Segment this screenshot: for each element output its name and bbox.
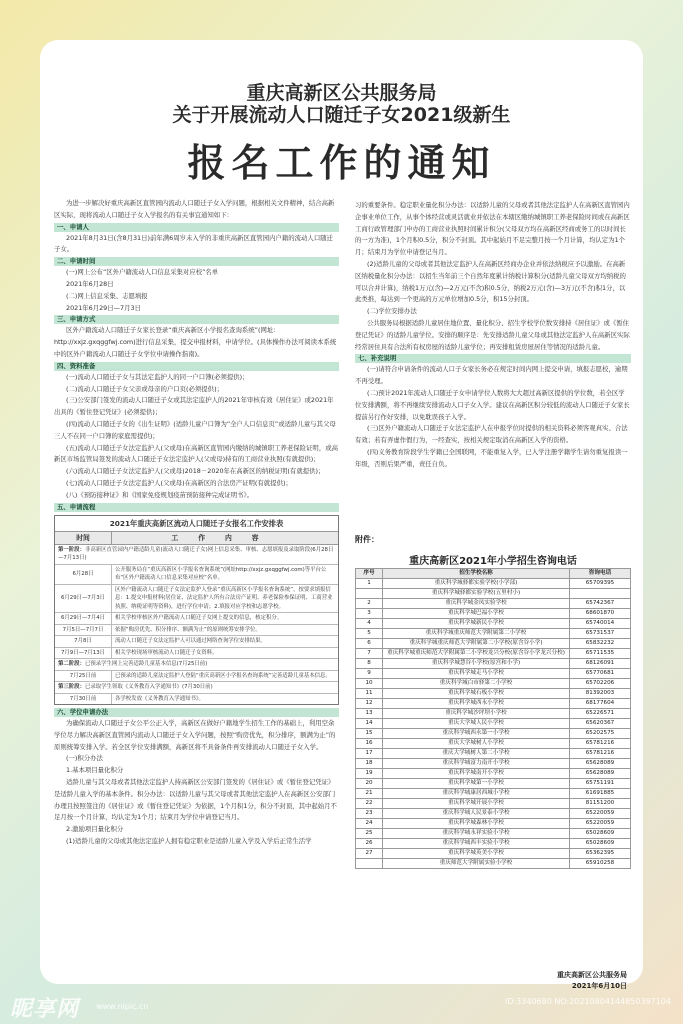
row-number: 6 <box>356 639 383 649</box>
schedule-content: 已预录的适龄儿童法定监护人登陆“重庆高新区小学报名查询系统”完善适龄儿童基本信息。 <box>115 672 331 679</box>
phone-number: 65028609 <box>570 829 631 839</box>
row-number: 4 <box>356 619 383 629</box>
stage-text: 已录取学生领取《义务教育入学通知书》(7月30日前) <box>84 684 213 691</box>
phone-number: 61691885 <box>570 789 631 799</box>
school-name: 重庆科学城驿都实验学校(五里村小) <box>383 589 570 599</box>
row-number: 8 <box>356 659 383 669</box>
schedule-row <box>55 671 338 683</box>
phone-number: 65731537 <box>570 629 631 639</box>
table-row <box>356 599 631 609</box>
schedule-table <box>54 515 339 706</box>
issuer-title: 重庆高新区公共服务局 <box>246 82 437 104</box>
row-number: 18 <box>356 759 383 769</box>
row-number: 21 <box>356 789 383 799</box>
school-name: 重庆科学城西永小学校 <box>383 699 570 709</box>
row-number: 3 <box>356 609 383 619</box>
paragraph: 区外户籍流动人口随迁子女家长登录“重庆高新区小学报名查询系统”(网址：http://xxjz.gxqggfwj.com)进行信息采集，提交申报材料，申请学位。(具体操作办法可阅读本系统中的区外户籍流动人口随迁子女学位申请操作指南)。 <box>54 326 337 358</box>
schedule-content: 依据“购房优先、积分排序、额满为止”的原则统筹安排学位。 <box>115 626 261 633</box>
schedule-row <box>55 636 338 648</box>
schedule-date: 7月9日—7月13日 <box>55 648 112 659</box>
paragraph: (一)积分办法 <box>66 754 103 763</box>
phone-table-title: 重庆高新区2021年小学招生咨询电话 <box>409 556 577 567</box>
row-number: 19 <box>356 769 383 779</box>
phone-table <box>355 568 631 869</box>
paragraph: 2.激励项目量化积分 <box>66 825 124 834</box>
table-row <box>356 719 631 729</box>
school-name: 重庆科学城英美小学校 <box>383 849 570 859</box>
phone-number: 68126091 <box>570 659 631 669</box>
paragraph: (八)《预防接种证》和《国家免疫规划疫苗预防接种完成证明书》。 <box>66 490 254 499</box>
subtitle: 关于开展流动人口随迁子女2021级新生 <box>172 104 511 126</box>
paragraph: 2021年6月29日—7月3日 <box>66 303 141 312</box>
section-heading: 四、资料准备 <box>54 362 339 371</box>
schedule-header <box>55 532 338 545</box>
schedule-row <box>55 613 338 625</box>
table-row <box>356 779 631 789</box>
schedule-date: 7月5日—7月7日 <box>55 625 112 636</box>
schedule-stage-row <box>55 545 338 565</box>
schedule-content: 相关学校审核区外户籍流动人口随迁子女网上提交的信息，核定积分。 <box>115 615 283 622</box>
school-name: 重庆科学城沙坪坝小学校 <box>383 709 570 719</box>
paragraph: (二)学位安排办法 <box>367 307 417 316</box>
stage-label: 第三阶段： <box>58 684 85 691</box>
signature-date: 2021年6月10日 <box>571 982 627 990</box>
paragraph: 为确保流动人口随迁子女公平公正入学，高新区在做好户籍地学生招生工作的基础上，利用空余学位尽力解决高新区直管园内流动人口随迁子女入学问题，按照“购房优先，积分排序，额满为止”的原则统筹安排入学。若全区学位安排满额，高新区将不具备条件再安排流动人口随迁子女入学。 <box>54 719 336 751</box>
row-number: 22 <box>356 799 383 809</box>
table-row <box>356 849 631 859</box>
table-row <box>356 799 631 809</box>
phone-number: 68177604 <box>570 699 631 709</box>
phone-number: 65742367 <box>570 599 631 609</box>
row-number: 1 <box>356 579 383 589</box>
schedule-row <box>55 625 338 637</box>
paragraph: (二)预计2021年流动人口随迁子女申请学位人数将大大超过高新区提供的学位数，若全区学位安排满额，将不再继续安排流动人口子女入学。建议在高新区积分较低的流动人口随迁子女家长提前另行作好安排，以免耽误孩子入学。 <box>355 388 630 421</box>
schedule-date: 7月30日前 <box>55 694 112 705</box>
paragraph: (一)请符合申请条件的流动人口子女家长务必在规定时间内网上提交申请，填报志愿校，逾期不再受理。 <box>355 365 628 386</box>
table-row <box>356 769 631 779</box>
table-row <box>356 589 631 599</box>
table-row <box>356 629 631 639</box>
schedule-content: 各学校发放《义务教育入学通知书》。 <box>115 695 204 702</box>
row-number: 11 <box>356 689 383 699</box>
table-row <box>356 669 631 679</box>
school-name: 重庆科学城石板小学校 <box>383 689 570 699</box>
row-number: 20 <box>356 779 383 789</box>
right-column <box>355 200 631 471</box>
paragraph: 公共服务局根据适龄儿童居住地位置、量化积分、招生学校学位数安排持《居住证》或《暂住登记凭证》的适龄儿童学位。安排的顺序是：先安排适龄儿童父母或其他法定监护人在高新区实际经常居住具有合法所有权房屋的适龄儿童学位；再安排租赁房屋居住等情况的适龄儿童。 <box>355 318 630 351</box>
phone-number: 65832232 <box>570 639 631 649</box>
school-name: 重庆科学城开展小学校 <box>383 799 570 809</box>
paragraph: (1)适龄儿童的父母或其他法定监护人拥有稳定职业是适龄儿童入学及入学后正常生活学 <box>66 837 312 845</box>
phone-table-header <box>356 569 631 579</box>
section-heading: 二、申请时间 <box>54 257 339 266</box>
table-row <box>356 729 631 739</box>
phone-number: 65226571 <box>570 709 631 719</box>
row-number: 27 <box>356 849 383 859</box>
table-row <box>356 699 631 709</box>
paragraph: 1.基本项目量化积分 <box>66 766 124 775</box>
schedule-content: 相关学校现场审核流动人口随迁子女资料。 <box>115 649 218 656</box>
table-row <box>356 649 631 659</box>
header-phone: 咨询电话 <box>570 569 631 579</box>
watermark-url: www.nipic.cn <box>96 1002 149 1011</box>
intro-paragraph: 为进一步解决好重庆高新区直管园内流动人口随迁子女入学问题，根据相关文件精神，结合高新区实际，现将流动人口随迁子女入学报名的有关事宜通知如下： <box>54 199 335 219</box>
header-no: 序号 <box>356 569 383 579</box>
school-name: 重庆科学城西丰实验小学校 <box>383 839 570 849</box>
table-row <box>356 809 631 819</box>
row-number <box>356 589 383 599</box>
row-number: 12 <box>356 699 383 709</box>
schedule-row <box>55 585 338 614</box>
row-number: 15 <box>356 729 383 739</box>
school-name: 重庆大学城人民小学校 <box>383 719 570 729</box>
schedule-date: 6月29日—7月4日 <box>55 613 112 624</box>
school-name: 重庆科学城人民景泰小学校 <box>383 809 570 819</box>
stage-label: 第一阶段： <box>58 546 85 553</box>
school-name: 重庆科学城南开小学校 <box>383 769 570 779</box>
table-row <box>356 859 631 869</box>
school-name: 重庆大学城树人第二小学校 <box>383 749 570 759</box>
phone-number: 65220059 <box>570 819 631 829</box>
phone-number: 65028609 <box>570 839 631 849</box>
school-name: 重庆科学城重庆师范大学附属第二小学校(原含谷小学) <box>383 639 570 649</box>
school-name: 重庆科学城慧谷小学校(原宫和小学) <box>383 659 570 669</box>
schedule-date: 7月8日 <box>55 636 112 647</box>
schedule-content: 流动人口随迁子女法定监护人可以通过网络查询学位安排结果。 <box>115 638 266 645</box>
school-name: 重庆科学城重庆师范大学附属第二小学校龙兴分校(原含谷小学龙兴分校) <box>383 649 570 659</box>
schedule-stage-row <box>55 682 338 694</box>
row-number: 10 <box>356 679 383 689</box>
notice-card <box>40 40 643 990</box>
table-row <box>356 709 631 719</box>
row-number: 26 <box>356 839 383 849</box>
table-row <box>356 749 631 759</box>
row-number: 5 <box>356 629 383 639</box>
phone-number: 65740014 <box>570 619 631 629</box>
paragraph: (四)流动人口随迁子女的《出生证明》(适龄儿童户口簿为“全户人口信息页”或适龄儿童与其父母三人不在同一户口簿的家庭需提供)； <box>54 419 336 440</box>
row-number: 16 <box>356 739 383 749</box>
paragraph: (四)义务教育阶段学生学籍已全国联网，不能重复入学，已入学注册学籍学生请勿重复报读一年级，否则后果严重，责任自负。 <box>355 447 628 468</box>
table-row <box>356 579 631 589</box>
schedule-content: 区外户籍流动人口随迁子女法定监护人登录“重庆高新区小学报名查询系统”，按要求填报信息：1.提交申报材料(居住证、法定监护人所有合法房产证明、养老保险参保证明、工商营业执照、纳税证明等资料)，进行学位申请；2.填报对应学校和志愿学校。 <box>115 586 333 610</box>
row-number: 23 <box>356 809 383 819</box>
watermark-id: ID:3340680 NO:20210804144850397104 <box>504 997 671 1006</box>
phone-number: 65362395 <box>570 849 631 859</box>
paragraph: (一)网上公布“区外户籍流动人口信息采集对应校”名单 <box>66 268 219 277</box>
signature-org: 重庆高新区公共服务局 <box>557 971 627 979</box>
stage-text: 已预录学生网上完善适龄儿童基本信息(7月25日前) <box>84 661 208 668</box>
schedule-content: 公开服务局在“重庆高新区小学报名查询系统”(网址http://xxjz.gxqggfwj.com)等平台公布“区外户籍流动人口信息采集对应校”名单。 <box>115 566 327 582</box>
phone-number: 65628089 <box>570 769 631 779</box>
table-row <box>356 829 631 839</box>
schedule-stage-row <box>55 659 338 671</box>
school-name: 重庆科学城重庆师范大学附属第二小学校 <box>383 629 570 639</box>
school-name: 重庆科学城巴福小学校 <box>383 609 570 619</box>
paragraph: 习的重要条件。稳定职业量化积分办法：以适龄儿童的父母或者其他法定监护人在高新区直管园内企事业单位工作，从事个体经营或灵活就业并依法在本辖区缴纳城镇职工养老保险时间或在高新区工商行政管理部门申办的工商营业执照时间累计积分(父母双方均在高新区经商或务工的以时间长的一方为准)，1个月积0.5分，积分不封顶。其中起始月不足完整月按一个月计算，均认定为1个月；结束月为学位申请登记当月。 <box>355 201 630 257</box>
phone-number: 65910258 <box>570 859 631 869</box>
watermark-logo: 昵享网 <box>10 997 80 1022</box>
schedule-col-content: 工作内容 <box>171 533 279 542</box>
phone-number: 68601870 <box>570 609 631 619</box>
row-number: 25 <box>356 829 383 839</box>
row-number <box>356 859 383 869</box>
stage-text: 非高新区直管园内户籍适龄儿童(流动人口随迁子女)网上信息采集、审核、志愿填报及录取阶段(6月28日—7月13日) <box>58 546 334 562</box>
schedule-caption: 2021年重庆高新区流动人口随迁子女报名工作安排表 <box>55 516 338 532</box>
school-name: 重庆科学城森林小学校 <box>383 819 570 829</box>
section-heading: 五、申请流程 <box>54 503 339 512</box>
paragraph: (五)流动人口随迁子女法定监护人(父或母)在高新区直管园内缴纳的城镇职工养老保险证明，或高新区市场监管局签发的流动人口随迁子女法定监护人(父或母)持有的工商营业执照(有就提供)； <box>54 443 338 464</box>
school-name: 重庆科学城驿都实验学校(小学部) <box>383 579 570 589</box>
paragraph: (2)适龄儿童的父母或者其他法定监护人在高新区经商办企业并依法纳税应予以激励。在高新区纳税量化积分办法：以招生当年前三个自然年度累计纳税计算积分(适龄儿童父母双方均纳税的可以合并计算)，纳税1万元(含)—2万元(不含)积0.5分，纳税2万元(含)—3万元(不含)积1分，以此类推，每达到一个更高的万元单位增加0.5分，积15分封顶。 <box>355 259 626 304</box>
school-name: 重庆科学城白市驿第二小学校 <box>383 679 570 689</box>
schedule-row <box>55 648 338 660</box>
schedule-date: 6月28日 <box>55 565 112 584</box>
section-heading: 六、学位申请办法 <box>54 708 339 717</box>
paragraph: (三)区外户籍流动人口随迁子女法定监护人在申报学位时提供的相关资料必须客观真实、合法有效；若有弄虚作假行为，一经查实，按相关规定取消在高新区入学的资格。 <box>355 424 628 445</box>
section-heading: 七、补充说明 <box>355 354 631 363</box>
row-number: 14 <box>356 719 383 729</box>
table-row <box>356 759 631 769</box>
phone-number: 65781216 <box>570 749 631 759</box>
phone-number: 65711535 <box>570 649 631 659</box>
section-heading: 一、申请人 <box>54 223 339 232</box>
phone-number: 65781216 <box>570 739 631 749</box>
paragraph: (二)网上信息采集、志愿填报 <box>66 291 148 300</box>
paragraph: (三)公安部门签发的流动人口随迁子女或其法定监护人的2021年审核有效《居住证》或2021年出具的《暂住登记凭证》(必须提供)； <box>54 396 334 417</box>
row-number: 7 <box>356 649 383 659</box>
school-name: 重庆科学城富力南开小学校 <box>383 759 570 769</box>
paragraph: (一)流动人口随迁子女与其法定监护人的同一户口簿(必须提供)； <box>66 372 249 381</box>
row-number: 2 <box>356 599 383 609</box>
schedule-date: 6月29日—7月3日 <box>55 585 112 613</box>
phone-table-body <box>356 579 631 869</box>
school-name: 重庆大学城树人小学校 <box>383 739 570 749</box>
table-row <box>356 819 631 829</box>
table-row <box>356 689 631 699</box>
phone-number: 81151200 <box>570 799 631 809</box>
row-number: 9 <box>356 669 383 679</box>
phone-number: 65202575 <box>570 729 631 739</box>
phone-number: 65620367 <box>570 719 631 729</box>
left-column <box>54 198 339 848</box>
signature <box>557 970 627 992</box>
school-name: 重庆科学城永祥实验小学校 <box>383 829 570 839</box>
phone-number: 81392003 <box>570 689 631 699</box>
table-row <box>356 609 631 619</box>
table-row <box>356 639 631 649</box>
schedule-date: 7月25日前 <box>55 671 112 682</box>
phone-number: 65709395 <box>570 579 631 589</box>
phone-number: 65628089 <box>570 759 631 769</box>
table-row <box>356 739 631 749</box>
school-name: 重庆师范大学附属实验小学校 <box>383 859 570 869</box>
school-name: 重庆科学城走马小学校 <box>383 669 570 679</box>
phone-number: 65751191 <box>570 779 631 789</box>
paragraph: 2021年6月28日 <box>66 279 114 288</box>
phone-number <box>570 589 631 599</box>
paragraph: (六)流动人口随迁子女法定监护人(父或母)2018－2020年在高新区的纳税证明(有就提供)； <box>66 467 325 476</box>
table-row <box>356 839 631 849</box>
row-number: 17 <box>356 749 383 759</box>
school-name: 重庆科学城新民小学校 <box>383 619 570 629</box>
schedule-col-time: 时间 <box>55 532 112 544</box>
schedule-row <box>55 694 338 705</box>
paragraph: (二)流动人口随迁子女父亲或母亲的户口页(必须提供)； <box>66 384 223 393</box>
schedule-row <box>55 565 338 585</box>
phone-number: 65220059 <box>570 809 631 819</box>
paragraph: (七)流动人口随迁子女法定监护人(父或母)在高新区的合法房产证明(有就提供)； <box>66 478 292 487</box>
paragraph: 适龄儿童与其父母或者其他法定监护人持高新区公安部门签发的《居住证》或《暂住登记凭证》是适龄儿童入学的基本条件。积分办法：以适龄儿童与其父母或者其他法定监护人在高新区公安部门办理且按照签注的《居住证》或《暂住登记凭证》为依据，1个月积1分，积分不封顶，其中起始月不足月按一个月计算，均认定为1个月；结束月为学位申请登记当月。 <box>54 778 337 822</box>
row-number: 13 <box>356 709 383 719</box>
table-row <box>356 679 631 689</box>
stage-label: 第二阶段： <box>58 661 85 668</box>
phone-number: 65770681 <box>570 669 631 679</box>
section-heading: 三、申请方式 <box>54 315 339 324</box>
table-row <box>356 659 631 669</box>
header-school: 招生学校名称 <box>383 569 570 579</box>
school-name: 重庆科学城康居西城小学校 <box>383 789 570 799</box>
school-name: 重庆科学城西永第一小学校 <box>383 729 570 739</box>
annex-label: 附件： <box>355 535 379 544</box>
paragraph: 2021年8月31日(含8月31日)前年满6周岁未入学的非重庆高新区直管园内户籍的流动人口随迁子女。 <box>54 233 333 254</box>
main-title: 报名工作的通知 <box>187 141 496 185</box>
school-name: 重庆科学城第一小学校 <box>383 779 570 789</box>
row-number: 24 <box>356 819 383 829</box>
table-row <box>356 619 631 629</box>
phone-number: 65702206 <box>570 679 631 689</box>
table-row <box>356 789 631 799</box>
school-name: 重庆科学城金凤实验学校 <box>383 599 570 609</box>
